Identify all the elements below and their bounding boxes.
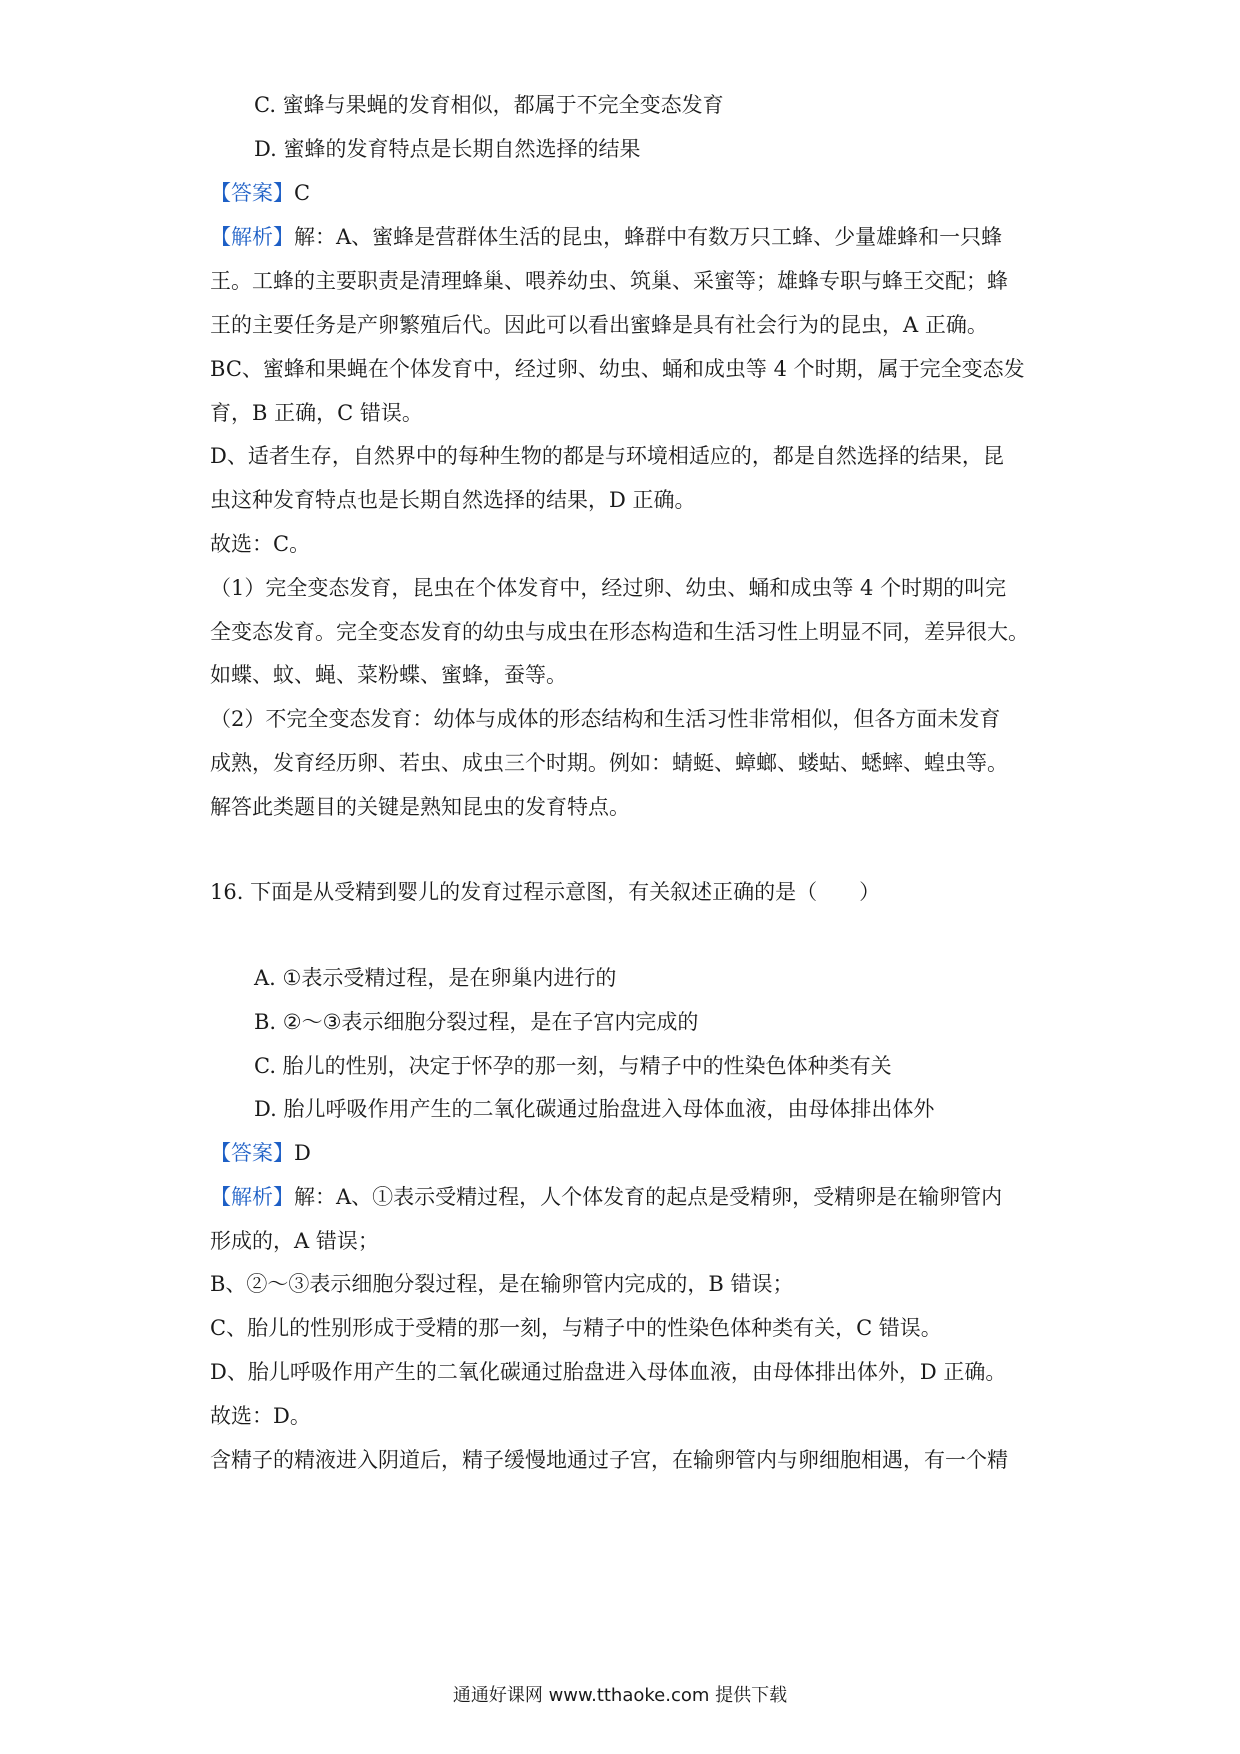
q16-analysis-line-4: D、胎儿呼吸作用产生的二氧化碳通过胎盘进入母体血液，由母体排出体外，D 正确。 <box>210 1360 1007 1384</box>
answer-value: C <box>294 181 311 205</box>
q15-analysis-line-9: 全变态发育。完全变态发育的幼虫与成虫在形态构造和生活习性上明显不同，差异很大。 <box>210 620 1029 644</box>
q15-option-c: C. 蜜蜂与果蝇的发育相似，都属于不完全变态发育 <box>254 93 724 117</box>
analysis-tag: 【解析】 <box>210 1185 294 1209</box>
q15-analysis-line-8: （1）完全变态发育，昆虫在个体发育中，经过卵、幼虫、蛹和成虫等 4 个时期的叫完 <box>210 576 1007 600</box>
analysis-tag: 【解析】 <box>210 225 294 249</box>
q15-analysis-line-13: 解答此类题目的关键是熟知昆虫的发育特点。 <box>210 795 630 819</box>
q16-option-d: D. 胎儿呼吸作用产生的二氧化碳通过胎盘进入母体血液，由母体排出体外 <box>254 1097 935 1121</box>
q15-analysis-line-11: （2）不完全变态发育：幼体与成体的形态结构和生活习性非常相似，但各方面未发育 <box>210 707 1001 731</box>
q15-analysis-line-0 <box>210 222 1002 252</box>
q16-analysis-line-6: 含精子的精液进入阴道后，精子缓慢地通过子宫，在输卵管内与卵细胞相遇，有一个精 <box>210 1448 1008 1472</box>
q16-answer <box>210 1138 311 1168</box>
q15-answer <box>210 178 310 208</box>
q16-question: 16. 下面是从受精到婴儿的发育过程示意图，有关叙述正确的是（ ） <box>210 880 881 904</box>
q16-analysis-line-3: C、胎儿的性别形成于受精的那一刻，与精子中的性染色体种类有关，C 错误。 <box>210 1316 942 1340</box>
q15-analysis-line-3: BC、蜜蜂和果蝇在个体发育中，经过卵、幼虫、蛹和成虫等 4 个时期，属于完全变态发 <box>210 357 1025 381</box>
q15-analysis-line-2: 王的主要任务是产卵繁殖后代。因此可以看出蜜蜂是具有社会行为的昆虫，A 正确。 <box>210 313 988 337</box>
analysis-text: 解：A、蜜蜂是营群体生活的昆虫，蜂群中有数万只工蜂、少量雄蜂和一只蜂 <box>294 225 1003 249</box>
q15-analysis-line-12: 成熟，发育经历卵、若虫、成虫三个时期。例如：蜻蜓、蟑螂、蝼蛄、蟋蟀、蝗虫等。 <box>210 751 1008 775</box>
q15-option-d: D. 蜜蜂的发育特点是长期自然选择的结果 <box>254 137 641 161</box>
q16-option-a: A. ①表示受精过程，是在卵巢内进行的 <box>254 966 617 990</box>
q15-analysis-line-1: 王。工蜂的主要职责是清理蜂巢、喂养幼虫、筑巢、采蜜等；雄蜂专职与蜂王交配；蜂 <box>210 269 1008 293</box>
q16-option-b: B. ②～③表示细胞分裂过程，是在子宫内完成的 <box>254 1010 699 1034</box>
q16-analysis-line-5: 故选：D。 <box>210 1404 311 1428</box>
q16-option-c: C. 胎儿的性别，决定于怀孕的那一刻，与精子中的性染色体种类有关 <box>254 1054 892 1078</box>
q15-analysis-line-7: 故选：C。 <box>210 532 311 556</box>
answer-value: D <box>294 1141 311 1165</box>
answer-tag: 【答案】 <box>210 181 294 205</box>
q16-analysis-line-0 <box>210 1182 1002 1212</box>
analysis-text: 解：A、①表示受精过程，人个体发育的起点是受精卵，受精卵是在输卵管内 <box>294 1185 1003 1209</box>
q16-analysis-line-1: 形成的，A 错误； <box>210 1229 379 1253</box>
q16-analysis-line-2: B、②～③表示细胞分裂过程，是在输卵管内完成的，B 错误； <box>210 1272 794 1296</box>
page-footer: 通通好课网 www.tthaoke.com 提供下载 <box>452 1685 788 1706</box>
q15-analysis-line-4: 育，B 正确，C 错误。 <box>210 401 423 425</box>
q15-analysis-line-10: 如蝶、蚊、蝇、菜粉蝶、蜜蜂，蚕等。 <box>210 663 567 687</box>
q15-analysis-line-6: 虫这种发育特点也是长期自然选择的结果，D 正确。 <box>210 488 696 512</box>
q15-analysis-line-5: D、适者生存，自然界中的每种生物的都是与环境相适应的，都是自然选择的结果，昆 <box>210 444 1004 468</box>
answer-tag: 【答案】 <box>210 1141 294 1165</box>
